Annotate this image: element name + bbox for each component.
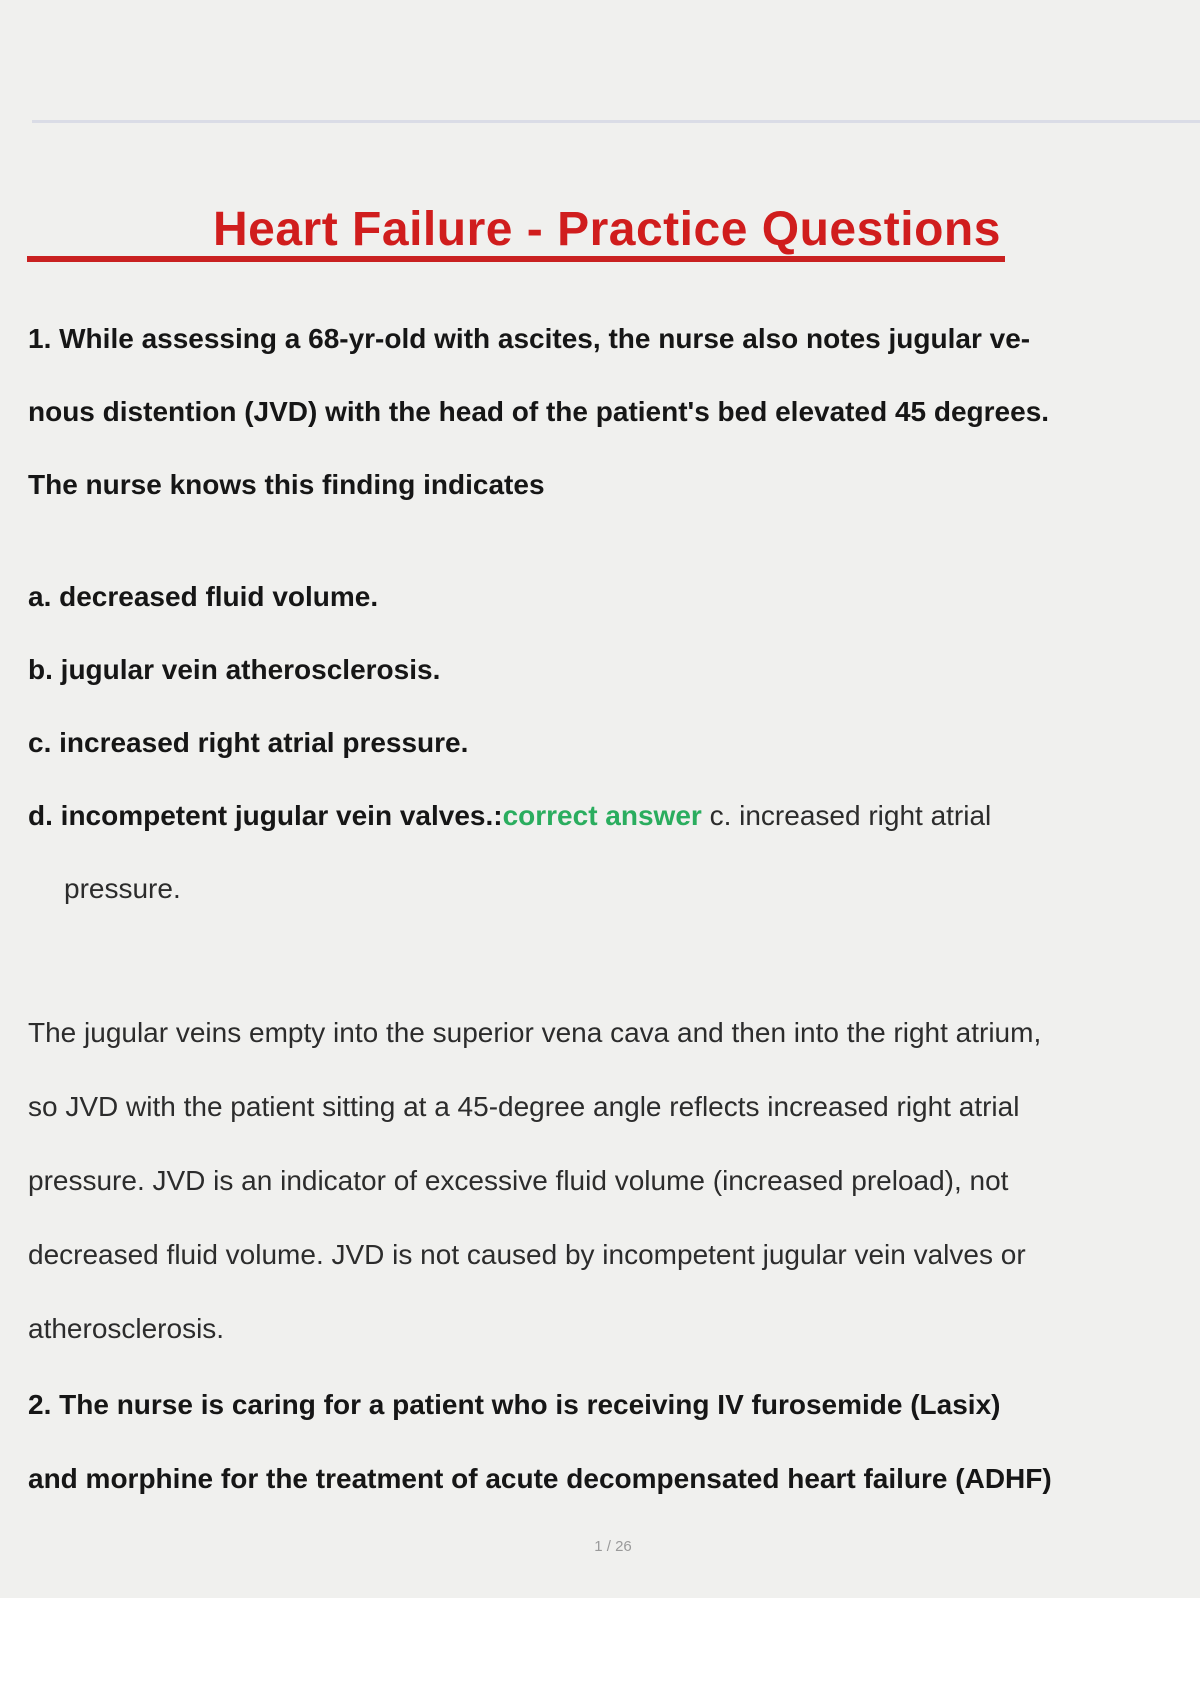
- text-line: c. increased right atrial pressure.: [28, 727, 469, 758]
- text-line: and morphine for the treatment of acute decompensated heart failure (ADHF): [28, 1463, 1052, 1494]
- text-line: atherosclerosis.: [28, 1313, 225, 1344]
- title-row: [0, 204, 1200, 262]
- top-divider: [32, 120, 1200, 123]
- question-2-block: [28, 1368, 1200, 1516]
- footer-strip: [0, 1598, 1200, 1700]
- question-1-block: [28, 302, 1200, 521]
- text-line: 2. The nurse is caring for a patient who is receiving IV furosemide (Lasix): [28, 1389, 1001, 1420]
- text-line: pressure.: [64, 873, 181, 904]
- text-line: so JVD with the patient sitting at a 45-degree angle reflects increased right atrial: [28, 1091, 1020, 1122]
- question-1-explanation-block: [28, 996, 1200, 1366]
- text-line: The jugular veins empty into the superior vena cava and then into the right atrium,: [28, 1017, 1042, 1048]
- document-title: Heart Failure - Practice Questions: [27, 204, 1005, 262]
- question-1-options-block: [28, 560, 1200, 925]
- text-line: 1. While assessing a 68-yr-old with ascites, the nurse also notes jugular ve-: [28, 323, 1031, 354]
- text-line: a. decreased fluid volume.: [28, 581, 379, 612]
- text-line: d. incompetent jugular vein valves.:correct answer c. increased right atrial: [28, 800, 992, 831]
- text-line: The nurse knows this finding indicates: [28, 469, 545, 500]
- text-line: pressure. JVD is an indicator of excessive fluid volume (increased preload), not: [28, 1165, 1009, 1196]
- text-line: nous distention (JVD) with the head of the patient's bed elevated 45 degrees.: [28, 396, 1050, 427]
- text-line: b. jugular vein atherosclerosis.: [28, 654, 441, 685]
- page-indicator: 1 / 26: [594, 1538, 632, 1555]
- text-line: decreased fluid volume. JVD is not caused by incompetent jugular vein valves or: [28, 1239, 1026, 1270]
